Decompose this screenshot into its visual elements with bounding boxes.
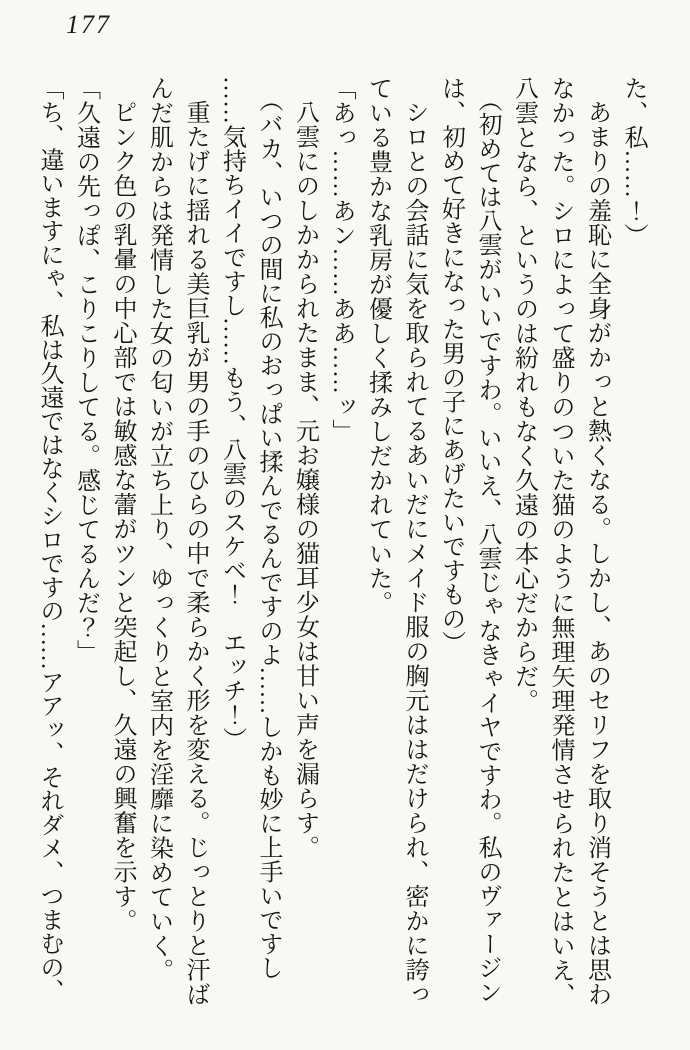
paragraph: 「久遠の先っぽ、こりこりしてる。感じてるんだ？」 (72, 76, 99, 664)
vertical-text-area (29, 76, 651, 1010)
paragraph: シロとの会話に気を取られてるあいだにメイド服の胸元ははだけられ、密かに誇っている豊かな乳房が優しく揉みしだかれていた。 (364, 76, 427, 1007)
paragraph: あまりの羞恥に全身がかっと熱くなる。しかし、あのセリフを取り消そうとは思わなかった。シロによって盛りのついた猫のように無理矢理発情させられたとはいえ、八雲となら、というのは紛れもなく久遠の本心だからだ。 (510, 76, 610, 1007)
paragraph: ピンク色の乳暈の中心部では敏感な蕾がツンと突起し、久遠の興奮を示す。 (109, 100, 135, 933)
paragraph: 「ち、違いますにゃ、私は久遠ではなくシロですの……アアッ、それダメ、つまむの、 (36, 76, 62, 1003)
page-number: 177 (66, 10, 111, 39)
paragraph: た、私……！） (620, 76, 646, 248)
paragraph: 重たげに揺れる美巨乳が男の手のひらの中で柔らかく形を変える。じっとりと汗ばんだ肌からは発情した女の匂いが立ち上り、ゆっくりと室内を淫靡に染めていく。 (145, 76, 208, 1007)
paragraph: （初めては八雲がいいですわ。いいえ、八雲じゃなきゃイヤですわ。私のヴァージンは、初めて好きになった男の子にあげたいですもの） (437, 76, 500, 1004)
paragraph: 八雲にのしかかられたまま、元お嬢様の猫耳少女は甘い声を漏らす。 (291, 100, 318, 860)
paragraph: 「あっ……あン……ああ……ッ」 (328, 76, 354, 444)
paragraph: （バカ、いつの間に私のおっぱい揉んでるんですのよ……しかも妙に上手いですし​……気持ちイイですし……もう、八雲のスケベ！ エッチ！） (218, 76, 281, 980)
